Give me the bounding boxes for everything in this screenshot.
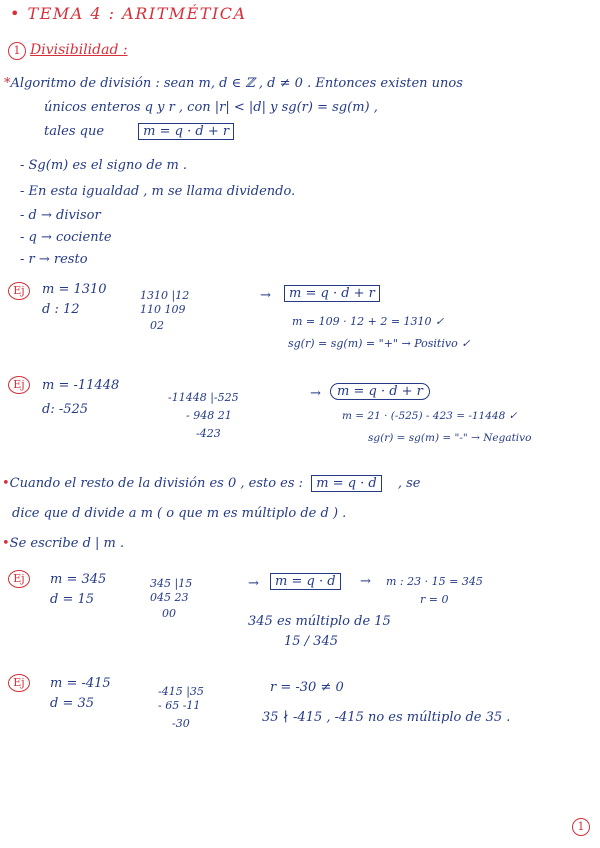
- example-1-label: [8, 282, 34, 300]
- ex2-check-1: m = 21 · (-525) - 423 = -11448 ✓: [342, 410, 518, 422]
- page-number: [572, 818, 594, 836]
- ex1-division-mid: 110 109: [140, 303, 186, 316]
- ex1-m: m = 1310: [42, 282, 107, 297]
- ex2-arrow: →: [310, 386, 321, 401]
- ex4-rest: r = -30 ≠ 0: [270, 680, 344, 695]
- division-formula: m = q · d + r: [138, 123, 234, 140]
- ex1-division-rest: 02: [150, 319, 164, 332]
- ex3-multiple: 345 es múltiplo de 15: [248, 614, 391, 629]
- divisible-text-3: Se escribe d | m .: [9, 536, 125, 551]
- ex2-division-rest: -423: [196, 427, 221, 440]
- ex3-arrow-2: →: [360, 574, 371, 589]
- ex3-m: m = 345: [50, 572, 107, 587]
- algorithm-text-1: Algoritmo de división : sean m, d ∈ ℤ , d ≠ 0 . Entonces existen unos: [10, 76, 463, 91]
- ex2-division-top: -11448 |-525: [168, 391, 239, 404]
- example-1-badge: Ej: [8, 282, 30, 300]
- ex4-m: m = -415: [50, 676, 111, 691]
- section-number: 1: [8, 42, 26, 60]
- ex1-division-top: 1310 |12: [140, 289, 190, 302]
- ex4-division-rest: -30: [172, 717, 190, 730]
- note-dividend: - En esta igualdad , m se llama dividendo.: [20, 184, 296, 199]
- example-3-label: [8, 570, 34, 588]
- divisible-formula: m = q · d: [311, 475, 382, 492]
- page-number-circle: 1: [572, 818, 590, 836]
- ex3-formula: [270, 574, 341, 590]
- ex2-check-2: sg(r) = sg(m) = "-" → Negativo: [368, 432, 532, 444]
- ex2-division-mid: - 948 21: [186, 409, 232, 422]
- ex4-division-mid: - 65 -11: [158, 699, 201, 712]
- ex1-check-2: sg(r) = sg(m) = "+" → Positivo ✓: [288, 337, 471, 350]
- ex2-formula-oval: m = q · d + r: [330, 383, 430, 400]
- divisible-text-1: Cuando el resto de la división es 0 , esto es :: [9, 476, 304, 491]
- ex1-arrow: →: [260, 288, 271, 303]
- title-bullet: •: [10, 4, 21, 23]
- ex3-d: d = 15: [50, 592, 95, 607]
- ex3-arrow: →: [248, 576, 259, 591]
- note-remainder: - r → resto: [20, 252, 88, 267]
- title-text: TEMA 4 : ARITMÉTICA: [27, 4, 247, 23]
- algorithm-line-3: [44, 124, 234, 140]
- ex3-check-1: m : 23 · 15 = 345: [386, 575, 483, 588]
- note-divisor: - d → divisor: [20, 208, 101, 223]
- ex3-notation: 15 / 345: [284, 634, 338, 649]
- ex2-m: m = -11448: [42, 378, 120, 393]
- ex4-division-top: -415 |35: [158, 685, 204, 698]
- divisible-line-2: dice que d divide a m ( o que m es múltiplo de d ) .: [12, 506, 347, 521]
- ex1-d: d : 12: [42, 302, 80, 317]
- algorithm-line-1: *Algoritmo de división : sean m, d ∈ ℤ , d ≠ 0 . Entonces existen unos: [4, 76, 463, 91]
- algorithm-text-3: tales que: [44, 124, 105, 139]
- ex3-check-2: r = 0: [420, 593, 449, 606]
- divisible-line-3: •Se escribe d | m .: [2, 536, 125, 551]
- example-4-label: [8, 674, 34, 692]
- section-title: Divisibilidad :: [30, 42, 128, 58]
- ex2-formula: [330, 384, 430, 400]
- section-heading: [8, 42, 128, 60]
- ex1-formula: [284, 286, 380, 302]
- algorithm-line-2: únicos enteros q y r , con |r| < |d| y sg(r) = sg(m) ,: [44, 100, 378, 115]
- ex3-division-rest: 00: [162, 607, 176, 620]
- example-4-badge: Ej: [8, 674, 30, 692]
- example-3-badge: Ej: [8, 570, 30, 588]
- note-quotient: - q → cociente: [20, 230, 112, 245]
- ex3-division-mid: 045 23: [150, 591, 189, 604]
- divisible-text-1b: , se: [397, 476, 421, 491]
- note-sign: - Sg(m) es el signo de m .: [20, 158, 188, 173]
- example-2-badge: Ej: [8, 376, 30, 394]
- ex2-d: d: -525: [42, 402, 89, 417]
- example-2-label: [8, 376, 34, 394]
- ex1-check-1: m = 109 · 12 + 2 = 1310 ✓: [292, 315, 445, 328]
- page-title: [10, 6, 247, 22]
- ex4-conclusion: 35 ∤ -415 , -415 no es múltiplo de 35 .: [262, 710, 511, 725]
- ex3-formula-box: m = q · d: [270, 573, 341, 590]
- ex4-d: d = 35: [50, 696, 95, 711]
- divisible-line-1: •Cuando el resto de la división es 0 , esto es : m = q · d , se: [2, 476, 421, 491]
- ex3-division-top: 345 |15: [150, 577, 193, 590]
- ex1-formula-box: m = q · d + r: [284, 285, 380, 302]
